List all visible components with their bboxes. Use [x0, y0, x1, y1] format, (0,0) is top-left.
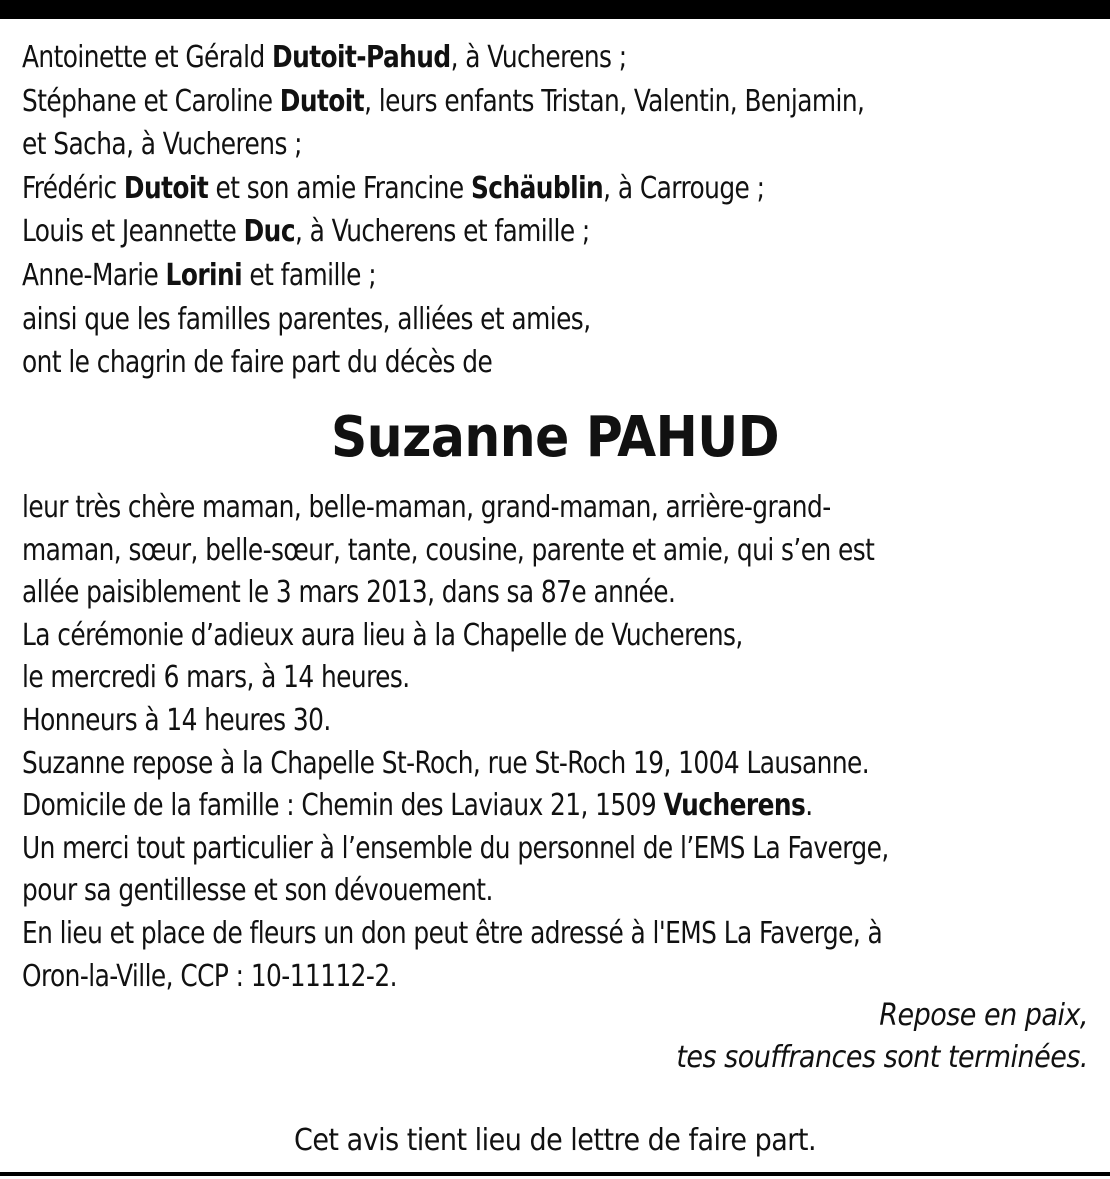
- family-line-5-surname: Duc: [243, 214, 295, 250]
- obituary-details: [22, 487, 1089, 998]
- family-line-6-text-a: Anne-Marie: [22, 257, 166, 293]
- details-line-11: En lieu et place de fleurs un don peut être adressé à l'EMS La Faverge, à: [22, 915, 883, 951]
- family-line-6: [22, 254, 1008, 298]
- epitaph: [388, 995, 1088, 1079]
- bottom-border-rule: [0, 1172, 1110, 1176]
- family-line-4-text-a: Frédéric: [22, 170, 124, 206]
- details-line-10: pour sa gentillesse et son dévouement.: [22, 873, 493, 909]
- family-line-2-text-a: Stéphane et Caroline: [22, 83, 280, 119]
- family-line-7: ainsi que les familles parentes, alliées et amies,: [22, 301, 591, 337]
- family-line-1-text-a: Antoinette et Gérald: [22, 40, 272, 75]
- family-line-4-text-c: et son amie Francine: [208, 170, 471, 206]
- family-line-3: et Sacha, à Vucherens ;: [22, 127, 302, 163]
- family-line-5-text-c: , à Vucherens et famille ;: [294, 214, 590, 250]
- family-line-6-text-c: et famille ;: [242, 257, 377, 293]
- family-line-4-surname-2: Schäublin: [470, 170, 604, 206]
- family-line-2-text-c: , leurs enfants Tristan, Valentin, Benjamin,: [364, 83, 865, 119]
- family-line-5-text-a: Louis et Jeannette: [22, 214, 244, 250]
- family-line-2-surname: Dutoit: [279, 83, 365, 119]
- details-line-8-text-a: Domicile de la famille : Chemin des Laviaux 21, 1509: [22, 788, 664, 824]
- footer-note: Cet avis tient lieu de lettre de faire part.: [293, 1123, 817, 1158]
- family-line-1-text-c: , à Vucherens ;: [450, 40, 627, 75]
- family-line-6-surname: Lorini: [165, 257, 243, 293]
- details-line-8: [22, 785, 1089, 828]
- details-line-8-town: Vucherens: [663, 788, 806, 824]
- details-line-6: Honneurs à 14 heures 30.: [22, 702, 331, 738]
- epitaph-line-1: Repose en paix,: [879, 998, 1088, 1033]
- details-line-12: Oron-la-Ville, CCP : 10-11112-2.: [22, 958, 397, 994]
- family-line-1: [22, 36, 1008, 80]
- details-line-4: La cérémonie d’adieux aura lieu à la Chapelle de Vucherens,: [22, 617, 743, 653]
- family-line-2: [22, 80, 1008, 124]
- epitaph-line-2: tes souffrances sont terminées.: [676, 1040, 1088, 1075]
- family-line-4-surname-1: Dutoit: [123, 170, 209, 206]
- details-line-3: allée paisiblement le 3 mars 2013, dans sa 87e année.: [22, 575, 676, 611]
- family-line-4-text-e: , à Carrouge ;: [603, 170, 765, 206]
- details-line-9: Un merci tout particulier à l’ensemble du personnel de l’EMS La Faverge,: [22, 830, 889, 866]
- details-line-1: leur très chère maman, belle-maman, grand-maman, arrière-grand-: [22, 490, 831, 525]
- top-border-rule: [0, 0, 1110, 19]
- details-line-2: maman, sœur, belle-sœur, tante, cousine, parente et amie, qui s’en est: [22, 532, 875, 568]
- family-line-5: [22, 210, 1008, 254]
- family-line-8: ont le chagrin de faire part du décès de: [22, 345, 493, 381]
- family-line-1-surname: Dutoit-Pahud: [271, 40, 451, 75]
- deceased-name: Suzanne PAHUD: [330, 405, 780, 470]
- family-announcement: [22, 36, 1008, 385]
- family-line-4: [22, 167, 1008, 211]
- details-line-7: Suzanne repose à la Chapelle St-Roch, rue St-Roch 19, 1004 Lausanne.: [22, 745, 870, 781]
- details-line-5: le mercredi 6 mars, à 14 heures.: [22, 660, 410, 696]
- details-line-8-text-c: .: [805, 788, 813, 824]
